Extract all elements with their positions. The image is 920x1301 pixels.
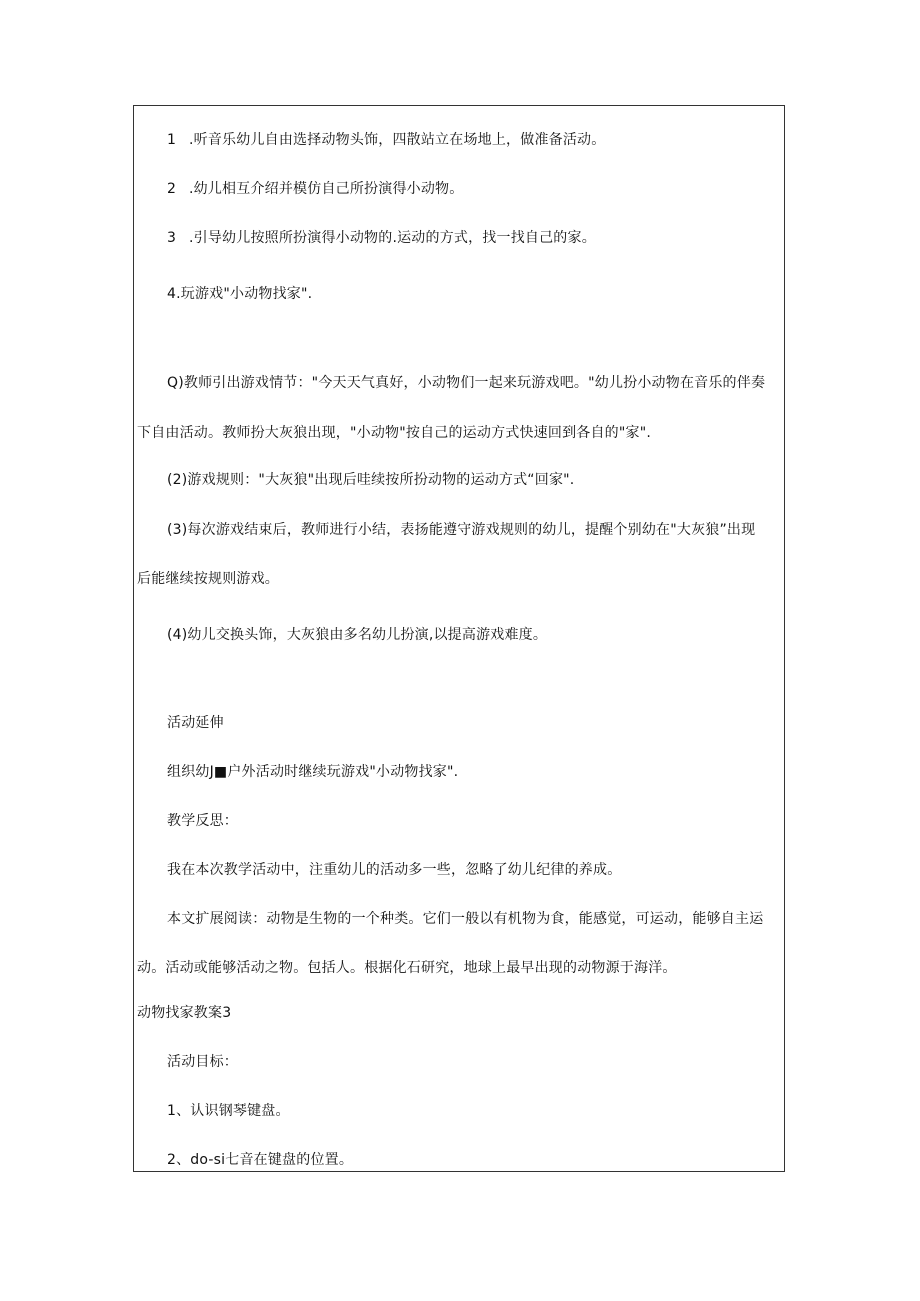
step-2 [167, 180, 463, 198]
section-heading: 活动延伸 [167, 715, 224, 731]
step-text: .幼儿相互介绍并模仿自己所扮演得小动物。 [189, 181, 464, 197]
step-text: .引导幼儿按照所扮演得小动物的.运动的方式，找一找自己的家。 [189, 230, 596, 246]
paragraph-line: 本文扩展阅读：动物是生物的一个种类。它们一般以有机物为食，能感觉，可运动，能够自主运 [167, 911, 764, 927]
step-1 [167, 131, 605, 149]
paragraph-line: 我在本次教学活动中，注重幼儿的活动多一些，忽略了幼儿纪律的养成。 [167, 862, 622, 878]
step-text: .听音乐幼儿自由选择动物头饰，四散站立在场地上，做准备活动。 [189, 132, 606, 148]
document-title: 动物找家教案3 [137, 1005, 232, 1021]
step-number: 2 [167, 181, 177, 197]
paragraph-line: 动。活动或能够活动之物。包括人。根据化石研究，地球上最早出现的动物源于海洋。 [137, 960, 677, 976]
section-heading: 教学反思： [167, 813, 238, 829]
paragraph-line: (3)每次游戏结束后，教师进行小结，表扬能遵守游戏规则的幼儿，提醒个别幼在"大灰狼”出现 [167, 522, 756, 538]
step-4: 4.玩游戏"小动物找家". [167, 286, 313, 302]
step-3 [167, 229, 596, 247]
section-heading: 活动目标： [167, 1054, 238, 1070]
paragraph-line: Q)教师引出游戏情节："今天天气真好，小动物们一起来玩游戏吧。"幼儿扮小动物在音乐的伴奏 [167, 375, 766, 391]
list-item: 1、认识钢琴键盘。 [167, 1103, 290, 1119]
step-number: 1 [167, 132, 177, 148]
list-item: 2、do-si七音在键盘的位置。 [167, 1152, 354, 1168]
paragraph-line: (4)幼儿交换头饰，大灰狼由多名幼儿扮演,以提高游戏难度。 [167, 627, 548, 643]
paragraph-line: 后能继续按规则游戏。 [137, 571, 279, 587]
paragraph-line: (2)游戏规则："大灰狼"出现后哇续按所扮动物的运动方式“回家". [167, 472, 575, 488]
paragraph-line: 下自由活动。教师扮大灰狼出现，"小动物"按自己的运动方式快速回到各自的"家". [137, 425, 652, 441]
step-number: 3 [167, 230, 177, 246]
paragraph-line: 组织幼J■户外活动时继续玩游戏"小动物找家". [167, 764, 459, 780]
